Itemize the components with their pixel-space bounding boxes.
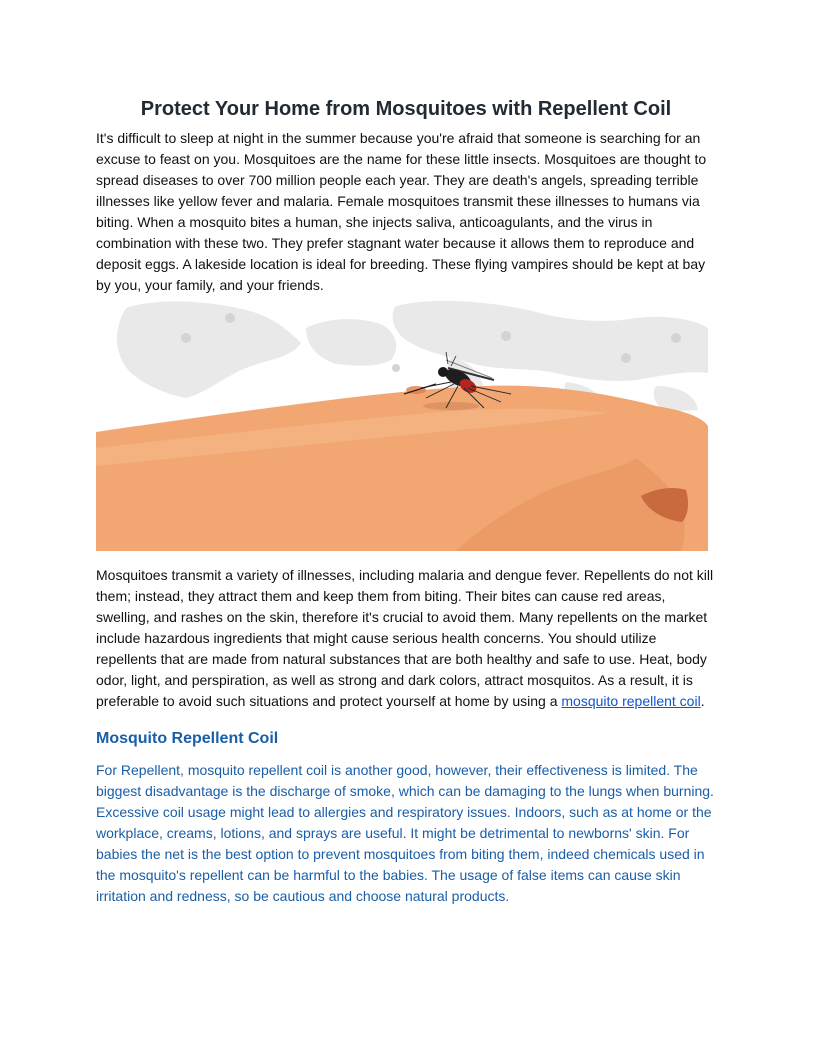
intro-paragraph: It's difficult to sleep at night in the summer because you're afraid that someone is searching for an excuse to feast on you. Mosquitoes are the name for these little insects. Mosquitoes are thought to spread diseases to over 700 million people each year. They are death's angels, spreading terrible illnesses like yellow fever and malaria. Female mosquitoes transmit these illnesses to humans via biting. When a mosquito bites a human, she injects saliva, anticoagulants, and the virus in combination with these two. They prefer stagnant water because it allows them to reproduce and deposit eggs. A lakeside location is ideal for breeding. These flying vampires should be kept at bay by you, your family, and your friends.	[96, 130, 707, 293]
mosquito-shadow	[423, 402, 479, 410]
section-paragraph: For Repellent, mosquito repellent coil is another good, however, their effectiveness is limited. The biggest disadvantage is the discharge of smoke, which can be damaging to the lungs when burning. Excessive coil usage might lead to allergies and respiratory issues. Indoors, such as at home or the workplace, creams, lotions, and sprays are useful. It might be detrimental to newborns' skin. For babies the net is the best option to prevent mosquitoes from biting them, indeed chemicals used in the mosquito's repellent can be harmful to the babies. The usage of false items can cause skin irritation and redness, so be cautious and choose natural products.	[96, 762, 714, 904]
mosquito-repellent-coil-link[interactable]: mosquito repellent coil	[561, 693, 701, 709]
section-heading: Mosquito Repellent Coil	[96, 730, 279, 747]
mosquito-on-skin-illustration	[96, 298, 708, 551]
document-page	[96, 96, 716, 907]
link-trailing-period: .	[700, 693, 705, 709]
page-title: Protect Your Home from Mosquitoes with Repellent Coil	[140, 98, 672, 120]
second-paragraph	[96, 565, 716, 712]
mosquito-illustration-svg	[96, 298, 708, 551]
second-paragraph-text: Mosquitoes transmit a variety of illnesses, including malaria and dengue fever. Repellents do not kill them; instead, they attract them and keep them from biting. Their bites can cause red areas, swelling, and rashes on the skin, therefore it's crucial to avoid them. Many repellents on the market include hazardous ingredients that might cause serious health concerns. You should utilize repellents that are made from natural substances that are both healthy and safe to use. Heat, body odor, light, and perspiration, as well as strong and dark colors, attract mosquitos. As a result, it is preferable to avoid such situations and protect yourself at home by using a	[96, 567, 714, 709]
